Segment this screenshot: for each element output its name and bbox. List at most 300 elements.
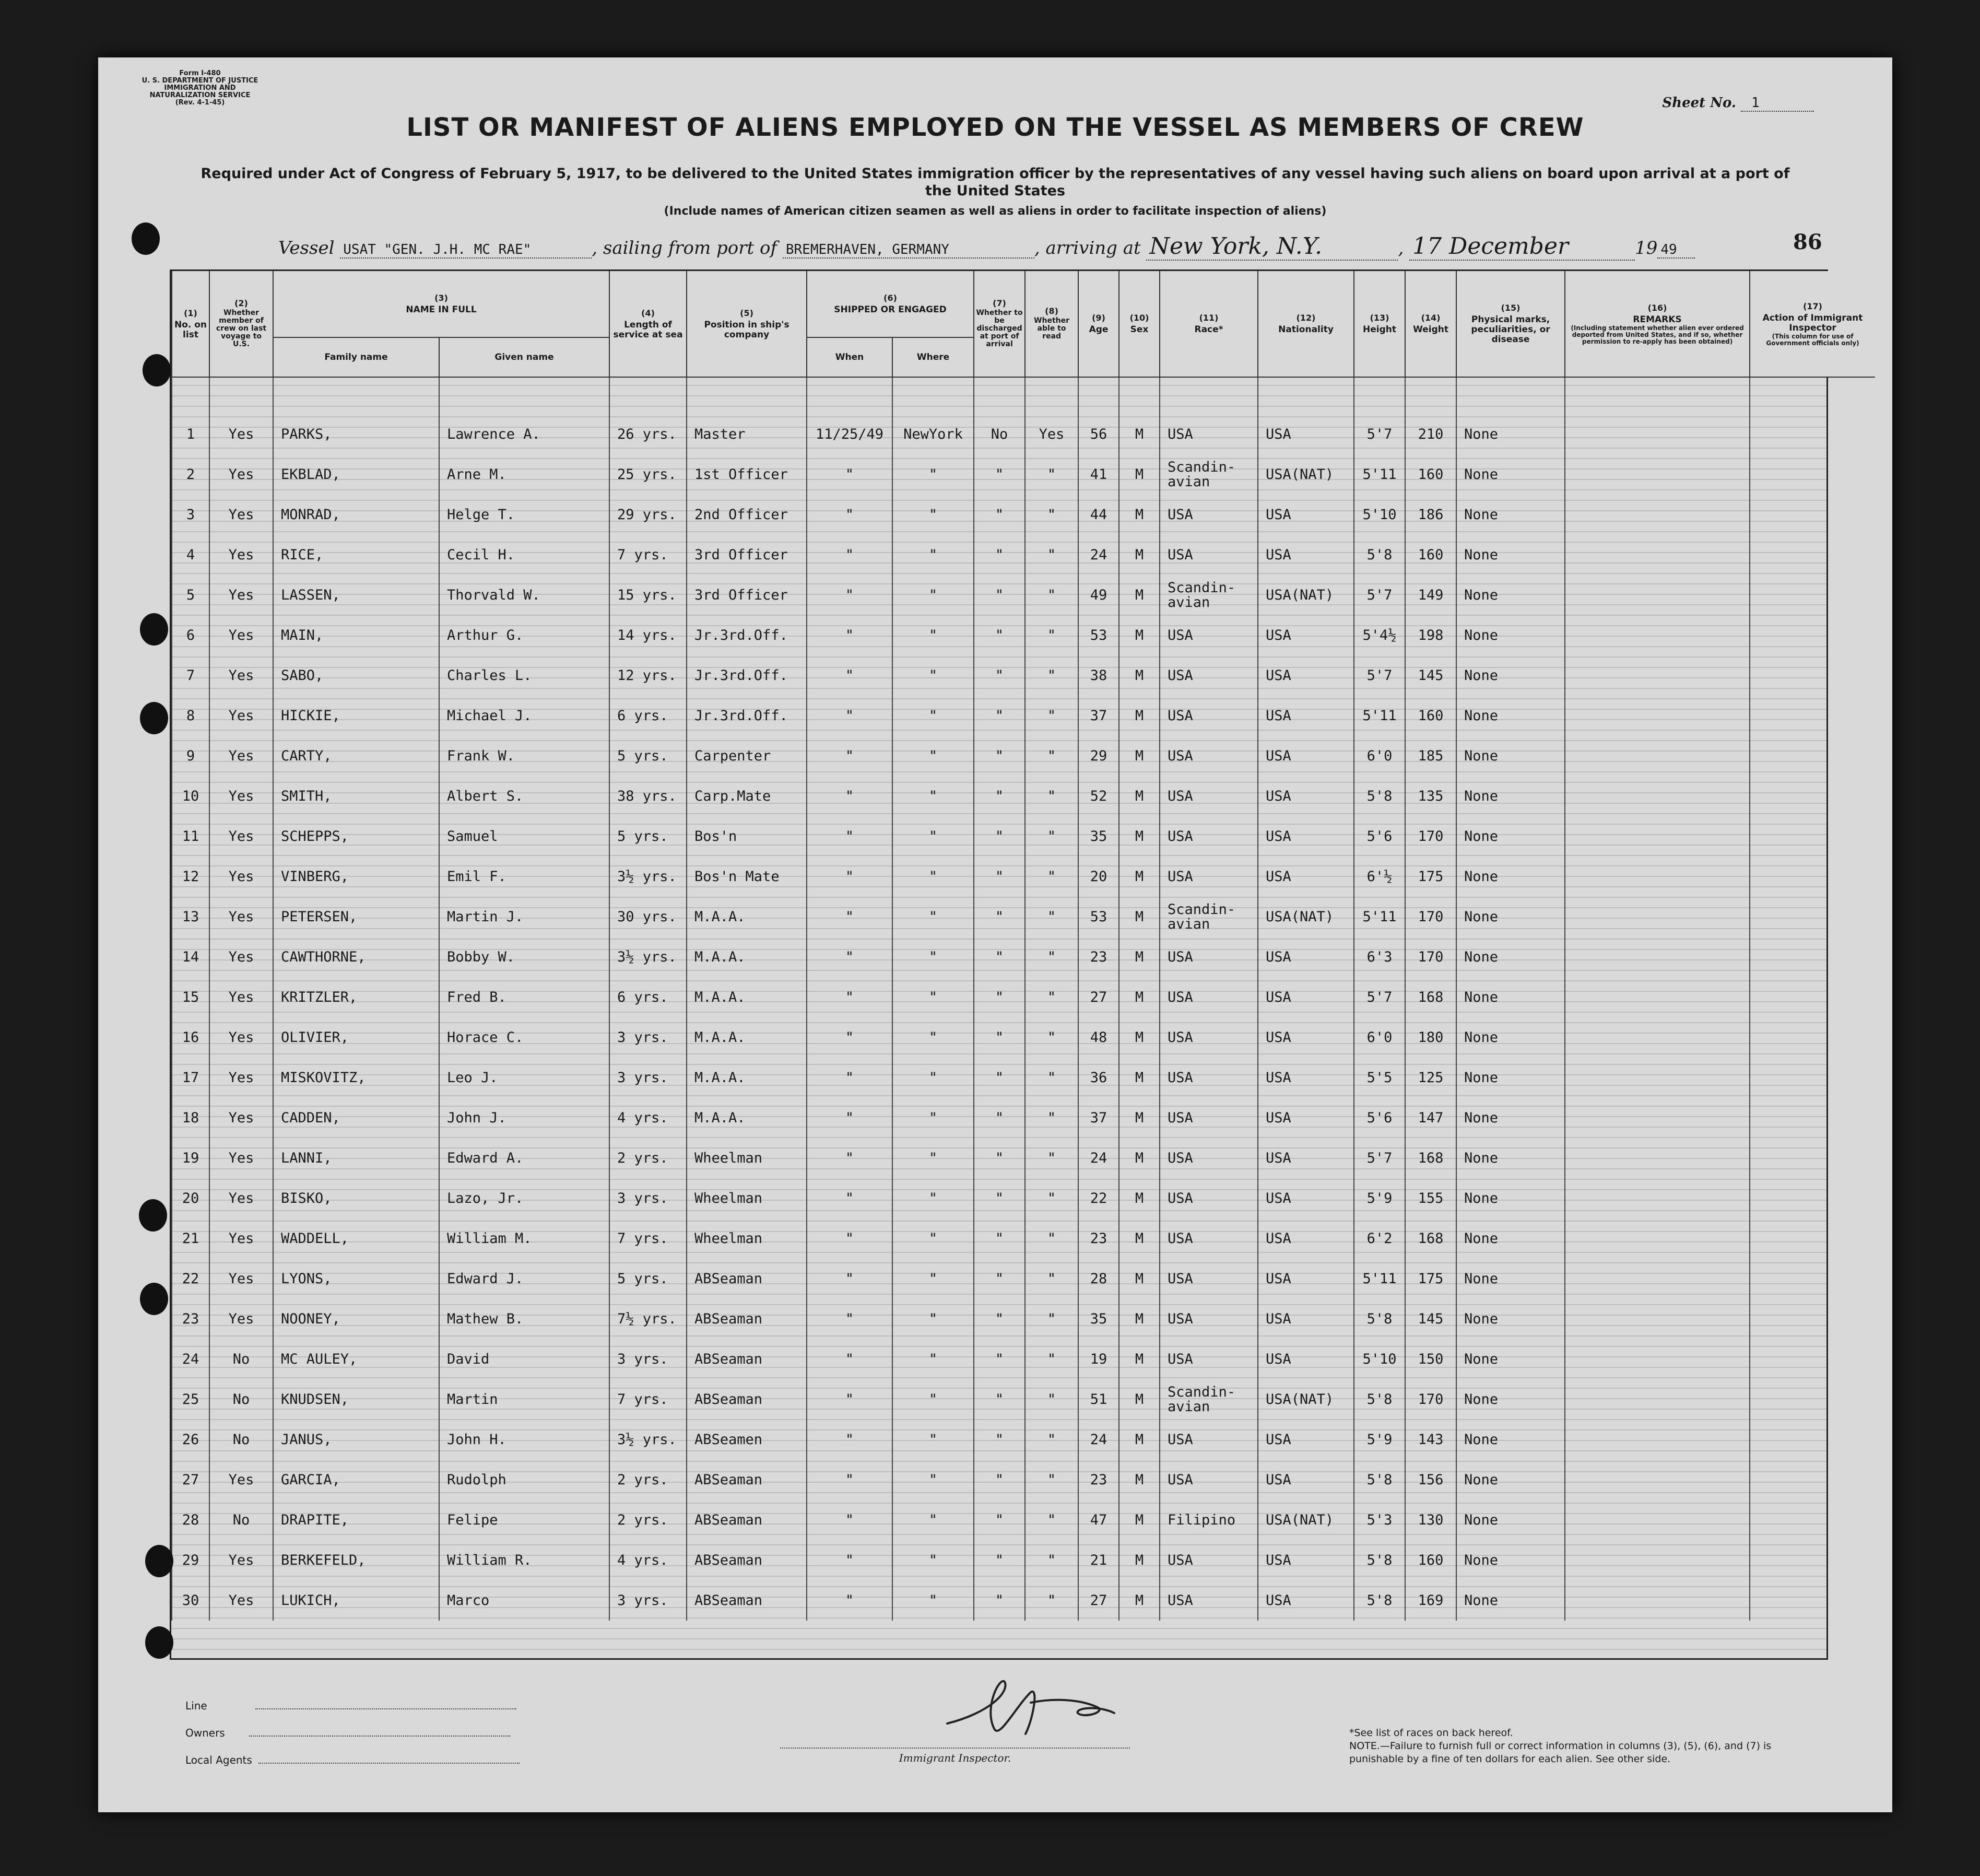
cell-where: " <box>892 857 974 897</box>
col-header-previous-voyage: (2) Whether member of crew on last voyage to U.S. <box>209 271 273 377</box>
cell-nationality: USA <box>1258 696 1354 736</box>
cell-weight: 145 <box>1405 1299 1456 1339</box>
arrival-port: New York, N.Y. <box>1146 233 1398 261</box>
cell-remarks <box>1565 977 1750 1017</box>
cell-no: 25 <box>172 1379 209 1420</box>
col-header-remarks: (16) REMARKS (Including statement whether alien ever ordered deported from United States, and if so, whether permission to re-apply has been obtained) <box>1565 271 1750 377</box>
cell-where: " <box>892 615 974 655</box>
cell-prev: Yes <box>209 615 273 655</box>
cell-when: " <box>807 816 892 857</box>
cell-discharged: " <box>974 1540 1025 1580</box>
cell-position: M.A.A. <box>687 1017 807 1058</box>
cell-no: 27 <box>172 1460 209 1500</box>
cell-remarks <box>1565 736 1750 776</box>
cell-service: 5 yrs. <box>609 1259 687 1299</box>
cell-given: John J. <box>439 1098 609 1138</box>
cell-weight: 170 <box>1405 816 1456 857</box>
cell-service: 6 yrs. <box>609 977 687 1017</box>
col-header-weight: (14) Weight <box>1405 271 1456 377</box>
punch-hole <box>140 702 168 734</box>
cell-when: " <box>807 535 892 575</box>
cell-age: 36 <box>1078 1058 1119 1098</box>
cell-where: " <box>892 1420 974 1460</box>
cell-age: 27 <box>1078 1580 1119 1621</box>
cell-prev: Yes <box>209 776 273 816</box>
col-header-given-name: Given name <box>439 337 609 377</box>
crew-table-body <box>172 377 1875 1621</box>
cell-age: 22 <box>1078 1178 1119 1218</box>
cell-age: 20 <box>1078 857 1119 897</box>
cell-position: Bos'n <box>687 816 807 857</box>
vessel-name: USAT "GEN. J.H. MC RAE" <box>340 242 592 259</box>
cell-marks: None <box>1456 1218 1565 1259</box>
table-row <box>172 937 1875 977</box>
cell-marks: None <box>1456 1540 1565 1580</box>
cell-when: " <box>807 1580 892 1621</box>
cell-weight: 160 <box>1405 696 1456 736</box>
cell-height: 5'8 <box>1354 1540 1405 1580</box>
cell-sex: M <box>1119 1259 1160 1299</box>
cell-service: 7½ yrs. <box>609 1299 687 1339</box>
cell-service: 29 yrs. <box>609 495 687 535</box>
cell-sex: M <box>1119 575 1160 615</box>
cell-position: ABSeaman <box>687 1299 807 1339</box>
cell-remarks <box>1565 1379 1750 1420</box>
cell-weight: 156 <box>1405 1460 1456 1500</box>
cell-sex: M <box>1119 816 1160 857</box>
cell-discharged: " <box>974 696 1025 736</box>
cell-sex: M <box>1119 1500 1160 1540</box>
cell-age: 19 <box>1078 1339 1119 1379</box>
cell-race: USA <box>1160 736 1258 776</box>
cell-service: 3 yrs. <box>609 1178 687 1218</box>
cell-nationality: USA(NAT) <box>1258 1379 1354 1420</box>
cell-remarks <box>1565 1058 1750 1098</box>
cell-no: 19 <box>172 1138 209 1178</box>
cell-weight: 143 <box>1405 1420 1456 1460</box>
penalty-note: NOTE.—Failure to furnish full or correct information in columns (3), (5), (6), and (7) is punishable by a fine of ten dollars for each alien. See other side. <box>1349 1740 1772 1765</box>
col-header-position: (5) Position in ship's company <box>687 271 807 377</box>
cell-prev: Yes <box>209 1299 273 1339</box>
table-row <box>172 615 1875 655</box>
cell-discharged: " <box>974 776 1025 816</box>
cell-when: " <box>807 1500 892 1540</box>
cell-given: Cecil H. <box>439 535 609 575</box>
cell-position: ABSeaman <box>687 1500 807 1540</box>
table-row <box>172 454 1875 495</box>
cell-inspector-action <box>1750 1379 1875 1420</box>
cell-nationality: USA(NAT) <box>1258 575 1354 615</box>
cell-given: Marco <box>439 1580 609 1621</box>
cell-weight: 186 <box>1405 495 1456 535</box>
cell-position: ABSeaman <box>687 1540 807 1580</box>
cell-height: 5'9 <box>1354 1178 1405 1218</box>
cell-marks: None <box>1456 776 1565 816</box>
cell-position: Jr.3rd.Off. <box>687 655 807 696</box>
cell-remarks <box>1565 696 1750 736</box>
cell-nationality: USA <box>1258 1339 1354 1379</box>
cell-age: 35 <box>1078 1299 1119 1339</box>
cell-given: Mathew B. <box>439 1299 609 1339</box>
cell-prev: No <box>209 1420 273 1460</box>
table-row <box>172 897 1875 937</box>
cell-marks: None <box>1456 1460 1565 1500</box>
cell-sex: M <box>1119 1098 1160 1138</box>
cell-read: " <box>1025 776 1078 816</box>
cell-prev: Yes <box>209 897 273 937</box>
cell-weight: 180 <box>1405 1017 1456 1058</box>
cell-nationality: USA <box>1258 535 1354 575</box>
cell-prev: Yes <box>209 655 273 696</box>
cell-family: CARTY, <box>273 736 439 776</box>
cell-race: USA <box>1160 1017 1258 1058</box>
cell-weight: 160 <box>1405 454 1456 495</box>
cell-age: 28 <box>1078 1259 1119 1299</box>
table-row <box>172 1420 1875 1460</box>
cell-where: " <box>892 1098 974 1138</box>
cell-nationality: USA <box>1258 816 1354 857</box>
cell-race: Scandin- avian <box>1160 575 1258 615</box>
cell-nationality: USA <box>1258 1017 1354 1058</box>
cell-where: " <box>892 816 974 857</box>
cell-marks: None <box>1456 495 1565 535</box>
cell-discharged: " <box>974 615 1025 655</box>
cell-read: " <box>1025 655 1078 696</box>
cell-height: 5'11 <box>1354 454 1405 495</box>
cell-prev: Yes <box>209 857 273 897</box>
cell-remarks <box>1565 1460 1750 1500</box>
inspector-signature <box>926 1676 1260 1739</box>
table-row <box>172 1017 1875 1058</box>
cell-given: Lawrence A. <box>439 414 609 454</box>
table-row <box>172 1218 1875 1259</box>
cell-prev: Yes <box>209 816 273 857</box>
cell-inspector-action <box>1750 1299 1875 1339</box>
cell-service: 3 yrs. <box>609 1339 687 1379</box>
cell-nationality: USA <box>1258 615 1354 655</box>
cell-when: " <box>807 1420 892 1460</box>
table-row <box>172 977 1875 1017</box>
cell-prev: Yes <box>209 1017 273 1058</box>
cell-inspector-action <box>1750 1017 1875 1058</box>
cell-service: 7 yrs. <box>609 1379 687 1420</box>
cell-sex: M <box>1119 1138 1160 1178</box>
cell-service: 3 yrs. <box>609 1058 687 1098</box>
cell-remarks <box>1565 857 1750 897</box>
col-header-name: (3) NAME IN FULL <box>273 271 609 337</box>
cell-discharged: " <box>974 1580 1025 1621</box>
cell-service: 3½ yrs. <box>609 1420 687 1460</box>
cell-position: M.A.A. <box>687 977 807 1017</box>
cell-when: " <box>807 1218 892 1259</box>
cell-inspector-action <box>1750 615 1875 655</box>
table-row <box>172 696 1875 736</box>
cell-height: 5'6 <box>1354 816 1405 857</box>
cell-where: " <box>892 1218 974 1259</box>
cell-nationality: USA <box>1258 1420 1354 1460</box>
cell-given: David <box>439 1339 609 1379</box>
cell-nationality: USA <box>1258 1178 1354 1218</box>
cell-marks: None <box>1456 1259 1565 1299</box>
cell-where: " <box>892 1580 974 1621</box>
cell-read: " <box>1025 1379 1078 1420</box>
cell-prev: Yes <box>209 1540 273 1580</box>
punch-hole <box>140 613 168 646</box>
form-identifier <box>140 70 260 107</box>
cell-position: Carpenter <box>687 736 807 776</box>
cell-family: RICE, <box>273 535 439 575</box>
sheet-number-value: 1 <box>1741 95 1814 112</box>
cell-height: 5'7 <box>1354 575 1405 615</box>
cell-weight: 185 <box>1405 736 1456 776</box>
cell-inspector-action <box>1750 1460 1875 1500</box>
cell-where: " <box>892 776 974 816</box>
cell-sex: M <box>1119 776 1160 816</box>
cell-nationality: USA <box>1258 977 1354 1017</box>
punch-hole <box>139 1199 167 1232</box>
cell-marks: None <box>1456 1299 1565 1339</box>
cell-read: " <box>1025 535 1078 575</box>
cell-marks: None <box>1456 1379 1565 1420</box>
cell-prev: Yes <box>209 1259 273 1299</box>
cell-age: 35 <box>1078 816 1119 857</box>
cell-read: " <box>1025 1540 1078 1580</box>
cell-age: 24 <box>1078 1138 1119 1178</box>
cell-where: " <box>892 1500 974 1540</box>
cell-position: Jr.3rd.Off. <box>687 696 807 736</box>
cell-where: " <box>892 1178 974 1218</box>
cell-discharged: " <box>974 1178 1025 1218</box>
cell-where: NewYork <box>892 414 974 454</box>
cell-weight: 175 <box>1405 1259 1456 1299</box>
cell-height: 5'7 <box>1354 977 1405 1017</box>
cell-race: USA <box>1160 1138 1258 1178</box>
cell-age: 44 <box>1078 495 1119 535</box>
punch-hole <box>132 222 160 255</box>
table-row <box>172 1138 1875 1178</box>
cell-no: 28 <box>172 1500 209 1540</box>
cell-when: " <box>807 1460 892 1500</box>
punch-hole <box>145 1545 173 1577</box>
cell-service: 30 yrs. <box>609 897 687 937</box>
cell-discharged: " <box>974 1259 1025 1299</box>
cell-marks: None <box>1456 1098 1565 1138</box>
cell-given: John H. <box>439 1420 609 1460</box>
cell-given: Edward J. <box>439 1259 609 1299</box>
cell-prev: Yes <box>209 535 273 575</box>
cell-when: " <box>807 857 892 897</box>
cell-given: Lazo, Jr. <box>439 1178 609 1218</box>
cell-when: " <box>807 1339 892 1379</box>
cell-inspector-action <box>1750 1259 1875 1299</box>
cell-height: 5'8 <box>1354 1580 1405 1621</box>
cell-family: BERKEFELD, <box>273 1540 439 1580</box>
owners-label: Owners <box>185 1727 225 1739</box>
cell-weight: 210 <box>1405 414 1456 454</box>
cell-race: USA <box>1160 776 1258 816</box>
cell-weight: 168 <box>1405 1138 1456 1178</box>
table-row <box>172 495 1875 535</box>
cell-family: SMITH, <box>273 776 439 816</box>
cell-inspector-action <box>1750 1138 1875 1178</box>
cell-inspector-action <box>1750 414 1875 454</box>
cell-when: " <box>807 1178 892 1218</box>
cell-discharged: " <box>974 1218 1025 1259</box>
cell-remarks <box>1565 495 1750 535</box>
cell-given: Leo J. <box>439 1058 609 1098</box>
cell-discharged: " <box>974 1017 1025 1058</box>
cell-family: LASSEN, <box>273 575 439 615</box>
cell-inspector-action <box>1750 575 1875 615</box>
cell-inspector-action <box>1750 1178 1875 1218</box>
cell-service: 3½ yrs. <box>609 937 687 977</box>
cell-marks: None <box>1456 897 1565 937</box>
cell-discharged: " <box>974 1460 1025 1500</box>
cell-family: WADDELL, <box>273 1218 439 1259</box>
cell-no: 29 <box>172 1540 209 1580</box>
cell-height: 5'6 <box>1354 1098 1405 1138</box>
cell-sex: M <box>1119 615 1160 655</box>
cell-family: MISKOVITZ, <box>273 1058 439 1098</box>
cell-position: 3rd Officer <box>687 535 807 575</box>
cell-height: 5'10 <box>1354 1339 1405 1379</box>
cell-inspector-action <box>1750 1580 1875 1621</box>
cell-nationality: USA <box>1258 414 1354 454</box>
cell-inspector-action <box>1750 1500 1875 1540</box>
cell-given: Thorvald W. <box>439 575 609 615</box>
cell-marks: None <box>1456 1339 1565 1379</box>
cell-no: 7 <box>172 655 209 696</box>
cell-race: USA <box>1160 1098 1258 1138</box>
cell-discharged: " <box>974 1339 1025 1379</box>
cell-age: 24 <box>1078 1420 1119 1460</box>
cell-age: 56 <box>1078 414 1119 454</box>
cell-service: 3 yrs. <box>609 1017 687 1058</box>
footer-notes <box>1349 1727 1809 1766</box>
cell-height: 6'0 <box>1354 736 1405 776</box>
cell-race: USA <box>1160 857 1258 897</box>
cell-height: 5'10 <box>1354 495 1405 535</box>
cell-weight: 169 <box>1405 1580 1456 1621</box>
page-subnote: (Include names of American citizen seamen as well as aliens in order to facilitate inspection of aliens) <box>664 205 1327 218</box>
cell-sex: M <box>1119 696 1160 736</box>
cell-prev: Yes <box>209 736 273 776</box>
cell-remarks <box>1565 776 1750 816</box>
cell-position: Master <box>687 414 807 454</box>
cell-service: 12 yrs. <box>609 655 687 696</box>
cell-race: USA <box>1160 1420 1258 1460</box>
cell-height: 5'11 <box>1354 1259 1405 1299</box>
cell-position: Jr.3rd.Off. <box>687 615 807 655</box>
year-prefix: 19 <box>1635 238 1658 259</box>
cell-sex: M <box>1119 495 1160 535</box>
cell-read: " <box>1025 857 1078 897</box>
cell-given: Albert S. <box>439 776 609 816</box>
cell-position: ABSeamen <box>687 1420 807 1460</box>
cell-no: 17 <box>172 1058 209 1098</box>
cell-discharged: " <box>974 655 1025 696</box>
cell-family: KRITZLER, <box>273 977 439 1017</box>
cell-family: MAIN, <box>273 615 439 655</box>
col-header-discharged: (7) Whether to be discharged at port of arrival <box>974 271 1025 377</box>
cell-given: Felipe <box>439 1500 609 1540</box>
cell-sex: M <box>1119 454 1160 495</box>
cell-nationality: USA <box>1258 1580 1354 1621</box>
cell-race: Scandin- avian <box>1160 897 1258 937</box>
cell-discharged: " <box>974 1058 1025 1098</box>
cell-weight: 147 <box>1405 1098 1456 1138</box>
cell-age: 53 <box>1078 615 1119 655</box>
cell-age: 23 <box>1078 1218 1119 1259</box>
table-row <box>172 575 1875 615</box>
cell-position: Wheelman <box>687 1178 807 1218</box>
cell-position: ABSeaman <box>687 1339 807 1379</box>
cell-given: William R. <box>439 1540 609 1580</box>
cell-read: " <box>1025 454 1078 495</box>
table-row <box>172 1339 1875 1379</box>
cell-no: 1 <box>172 414 209 454</box>
table-row <box>172 1460 1875 1500</box>
cell-remarks <box>1565 655 1750 696</box>
cell-given: Martin J. <box>439 897 609 937</box>
cell-height: 5'4½ <box>1354 615 1405 655</box>
col-header-when: When <box>807 337 892 377</box>
cell-remarks <box>1565 1259 1750 1299</box>
cell-family: LUKICH, <box>273 1580 439 1621</box>
cell-read: " <box>1025 575 1078 615</box>
cell-sex: M <box>1119 736 1160 776</box>
cell-where: " <box>892 1058 974 1098</box>
cell-remarks <box>1565 1098 1750 1138</box>
races-note: *See list of races on back hereof. <box>1349 1727 1513 1739</box>
cell-prev: Yes <box>209 1460 273 1500</box>
cell-no: 23 <box>172 1299 209 1339</box>
cell-read: " <box>1025 615 1078 655</box>
cell-sex: M <box>1119 535 1160 575</box>
cell-race: USA <box>1160 1299 1258 1339</box>
cell-where: " <box>892 495 974 535</box>
service-name: IMMIGRATION AND NATURALIZATION SERVICE <box>149 84 251 99</box>
col-header-shipped: (6) SHIPPED OR ENGAGED <box>807 271 974 337</box>
cell-service: 5 yrs. <box>609 816 687 857</box>
cell-position: ABSeaman <box>687 1379 807 1420</box>
cell-prev: Yes <box>209 1580 273 1621</box>
cell-read: " <box>1025 1339 1078 1379</box>
sheet-number-label: Sheet No. <box>1662 95 1736 111</box>
cell-remarks <box>1565 1017 1750 1058</box>
cell-no: 4 <box>172 535 209 575</box>
cell-sex: M <box>1119 1420 1160 1460</box>
cell-service: 4 yrs. <box>609 1098 687 1138</box>
cell-height: 5'11 <box>1354 696 1405 736</box>
page-number: 86 <box>1793 230 1822 254</box>
cell-no: 6 <box>172 615 209 655</box>
cell-inspector-action <box>1750 1339 1875 1379</box>
cell-no: 11 <box>172 816 209 857</box>
cell-service: 26 yrs. <box>609 414 687 454</box>
cell-discharged: " <box>974 1420 1025 1460</box>
cell-no: 22 <box>172 1259 209 1299</box>
cell-where: " <box>892 1259 974 1299</box>
cell-read: " <box>1025 1017 1078 1058</box>
table-row <box>172 816 1875 857</box>
cell-where: " <box>892 897 974 937</box>
cell-weight: 175 <box>1405 857 1456 897</box>
cell-no: 24 <box>172 1339 209 1379</box>
cell-marks: None <box>1456 696 1565 736</box>
cell-prev: Yes <box>209 1058 273 1098</box>
cell-position: Wheelman <box>687 1218 807 1259</box>
